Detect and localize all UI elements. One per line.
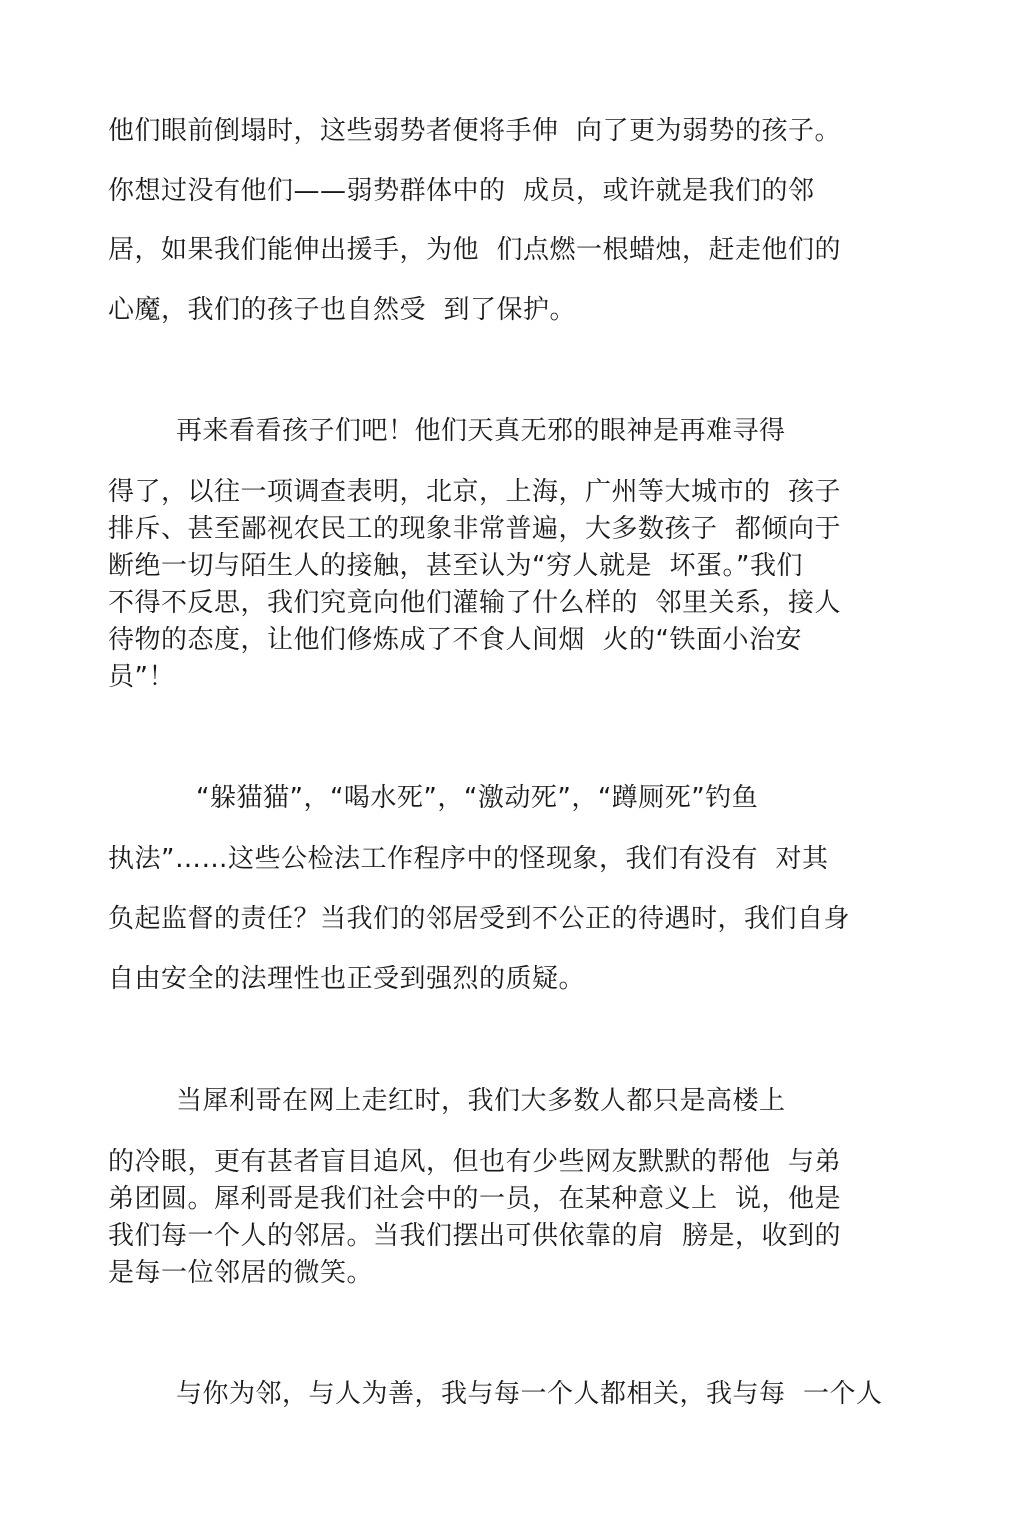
- text-line: 他们眼前倒塌时，这些弱势者便将手伸 向了更为弱势的孩子。: [108, 116, 842, 146]
- text-line: 你想过没有他们——弱势群体中的 成员，或许就是我们的邻: [108, 176, 815, 206]
- text-line: 自由安全的法理性也正受到强烈的质疑。: [108, 964, 586, 994]
- paragraph-first-line: 当犀利哥在网上走红时，我们大多数人都只是高楼上: [176, 1086, 786, 1116]
- text-line: 是每一位邻居的微笑。: [108, 1258, 374, 1288]
- text-line: 负起监督的责任？当我们的邻居受到不公正的待遇时，我们自身: [108, 904, 851, 934]
- text-line: 我们每一个人的邻居。当我们摆出可供依靠的肩 膀是，收到的: [108, 1221, 842, 1251]
- text-line: 执法”……这些公检法工作程序中的怪现象，我们有没有 对其: [108, 844, 829, 874]
- text-line: 待物的态度，让他们修炼成了不食人间烟 火的“铁面小治安: [108, 625, 802, 655]
- text-line: 的冷眼，更有甚者盲目追风，但也有少些网友默默的帮他 与弟: [108, 1147, 842, 1177]
- text-line: 居，如果我们能伸出援手，为他 们点燃一根蜡烛，赶走他们的: [108, 235, 842, 265]
- text-line: 断绝一切与陌生人的接触，甚至认为“穷人就是 坏蛋。”我们: [108, 551, 803, 581]
- text-line: 弟团圆。犀利哥是我们社会中的一员，在某种意义上 说，他是: [108, 1184, 842, 1214]
- text-line: 不得不反思，我们究竟向他们灌输了什么样的 邻里关系，接人: [108, 588, 842, 618]
- paragraph-first-line: 再来看看孩子们吧！他们天真无邪的眼神是再难寻得: [176, 416, 786, 446]
- paragraph-first-line: 与你为邻，与人为善，我与每一个人都相关，我与每 一个人: [176, 1379, 883, 1409]
- paragraph-first-line: “躲猫猫”，“喝水死”，“激动死”，“蹲厕死”钓鱼: [196, 783, 759, 813]
- text-line: 心魔，我们的孩子也自然受 到了保护。: [108, 295, 577, 325]
- text-line: 得了，以往一项调查表明，北京，上海，广州等大城市的 孩子: [108, 477, 842, 507]
- text-line: 员”！: [108, 662, 175, 692]
- text-line: 排斥、甚至鄙视农民工的现象非常普遍，大多数孩子 都倾向于: [108, 514, 842, 544]
